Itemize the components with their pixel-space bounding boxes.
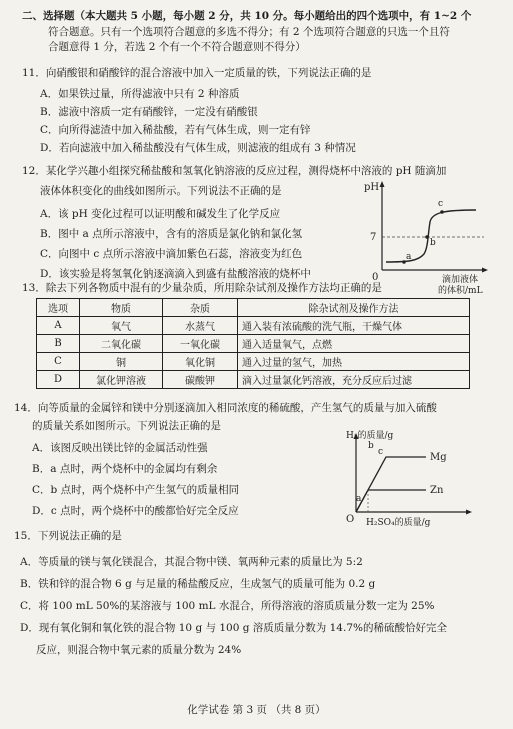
q14-option-b: B．a 点时，两个烧杯中的金属均有剩余 xyxy=(32,463,218,475)
q12-label-b: b xyxy=(430,238,436,248)
table-cell: 通入适量氧气，点燃 xyxy=(238,335,470,353)
q14-stem-line2: 的质量关系如图所示。下列说法正确的是 xyxy=(32,420,221,432)
table-cell: 碳酸钾 xyxy=(163,371,238,389)
q14-label-c: c xyxy=(378,447,384,457)
q12-ph-chart xyxy=(356,178,506,296)
table-cell: 水蒸气 xyxy=(163,317,238,335)
table-header: 杂质 xyxy=(163,299,238,317)
table-cell: 二氧化碳 xyxy=(80,335,163,353)
q11-stem: 11．向硝酸银和硝酸锌的混合溶液中加入一定质量的铁，下列说法正确的是 xyxy=(22,67,372,79)
q11-option-b: B．滤液中溶质一定有硝酸锌，一定没有硝酸银 xyxy=(40,106,258,118)
q14-x-label: H₂SO₄的质量/g xyxy=(366,518,431,528)
q12-stem-line1: 12．某化学兴趣小组探究稀盐酸和氢氧化钠溶液的反应过程，测得烧杯中溶液的 pH 随滴加 xyxy=(22,165,447,177)
q14-option-c: C．b 点时，两个烧杯中产生氢气的质量相同 xyxy=(32,484,240,496)
table-header: 物质 xyxy=(80,299,163,317)
section-instructions-line2: 符合题意。只有一个选项符合题意的多选不得分；有 2 个选项符合题意的只选一个且符 xyxy=(48,26,450,38)
q14-option-a: A．该图反映出镁比锌的金属活动性强 xyxy=(32,442,208,454)
q14-x-axis-arrow xyxy=(466,510,472,515)
q12-tick-7: 7 xyxy=(370,232,377,243)
table-cell: D xyxy=(37,371,80,389)
q12-point-b xyxy=(425,235,429,239)
q14-mg-line xyxy=(356,457,426,512)
q12-y-axis-arrow xyxy=(380,181,385,187)
q12-label-c: c xyxy=(438,199,444,209)
q14-label-b: b xyxy=(368,441,374,451)
q12-stem-line2: 液体体积变化的曲线如图所示。下列说法不正确的是 xyxy=(40,185,282,197)
q15-stem: 15．下列说法正确的是 xyxy=(14,530,122,542)
table-cell: 通入过量的氢气，加热 xyxy=(238,353,470,371)
q14-option-d: D．c 点时，两个烧杯中的酸都恰好完全反应 xyxy=(32,505,239,517)
q14-stem-line1: 14．向等质量的金属锌和镁中分别逐滴加入相同浓度的稀硫酸，产生氢气的质量与加入硫酸 xyxy=(14,402,437,414)
q14-y-label: H₂的质量/g xyxy=(346,431,394,441)
q13-table xyxy=(36,298,470,389)
table-cell: C xyxy=(37,353,80,371)
q14-label-a: a xyxy=(356,494,362,504)
q12-x-label-line2: 的体积/mL xyxy=(438,286,483,296)
q14-h2-chart xyxy=(340,428,480,528)
table-cell: 铜 xyxy=(80,353,163,371)
q12-option-c: C．向图中 c 点所示溶液中滴加紫色石蕊，溶液变为红色 xyxy=(40,248,303,260)
q11-option-d: D．若向滤液中加入稀盐酸没有气体生成，则滤液的组成有 3 种情况 xyxy=(40,142,356,154)
q12-option-d: D．该实验是将氢氧化钠逐滴滴入到盛有盐酸溶液的烧杯中 xyxy=(40,268,311,280)
table-cell: B xyxy=(37,335,80,353)
q15-option-c: C．将 100 mL 50%的某溶液与 100 mL 水混合，所得溶液的溶质质量分数一定为 25% xyxy=(20,600,435,612)
q12-x-axis-arrow xyxy=(482,268,488,273)
q12-x-label-line1: 滴加液体 xyxy=(442,275,479,285)
table-row xyxy=(37,317,470,335)
table-header: 除杂试剂及操作方法 xyxy=(238,299,470,317)
table-cell: 通入装有浓硫酸的洗气瓶，干燥气体 xyxy=(238,317,470,335)
q12-option-a: A．该 pH 变化过程可以证明酸和碱发生了化学反应 xyxy=(40,208,281,220)
q14-zn-line xyxy=(356,490,426,512)
table-cell: A xyxy=(37,317,80,335)
q15-option-d-continued: 反应，则混合物中氧元素的质量分数为 24% xyxy=(36,644,242,656)
section-heading: 二、选择题（本大题共 5 小题，每小题 2 分，共 10 分。每小题给出的四个选项中，有 1~2 个 xyxy=(22,10,472,22)
q12-origin: 0 xyxy=(372,272,379,283)
table-row xyxy=(37,371,470,389)
q12-option-b: B．图中 a 点所示溶液中，含有的溶质是氯化钠和氯化氢 xyxy=(40,228,303,240)
table-cell: 氧气 xyxy=(80,317,163,335)
table-header: 选项 xyxy=(37,299,80,317)
q12-y-label: pH xyxy=(364,182,380,193)
table-cell: 氧化铜 xyxy=(163,353,238,371)
table-cell: 一氧化碳 xyxy=(163,335,238,353)
q13-stem: 13．除去下列各物质中混有的少量杂质，所用除杂试剂及操作方法均正确的是 xyxy=(22,282,382,294)
q12-point-c xyxy=(440,210,444,214)
section-instructions-line3: 合题意得 1 分，若选 2 个有一个不符合题意则不得分） xyxy=(48,41,306,53)
table-header-row xyxy=(37,299,470,317)
q15-option-a: A．等质量的镁与氧化镁混合，其混合物中镁、氧两种元素的质量比为 5:2 xyxy=(20,556,363,568)
q14-origin: O xyxy=(346,514,355,525)
q15-option-b: B．铁和锌的混合物 6 g 与足量的稀盐酸反应，生成氢气的质量可能为 0.2 g xyxy=(20,578,376,590)
table-cell: 滴入过量氯化钙溶液，充分反应后过滤 xyxy=(238,371,470,389)
q12-ph-curve xyxy=(386,210,476,262)
q11-option-c: C．向所得滤渣中加入稀盐酸，若有气体生成，则一定有锌 xyxy=(40,124,311,136)
table-row xyxy=(37,353,470,371)
q11-option-a: A．如果铁过量，所得滤液中只有 2 种溶质 xyxy=(40,88,240,100)
q14-series-mg: Mg xyxy=(430,452,447,463)
q12-label-a: a xyxy=(406,252,412,262)
page-footer: 化学试卷 第 3 页 （共 8 页） xyxy=(187,704,326,716)
q14-series-zn: Zn xyxy=(430,485,444,496)
table-row xyxy=(37,335,470,353)
q15-option-d: D．现有氧化铜和氧化铁的混合物 10 g 与 100 g 溶质质量分数为 14.7%的稀硫酸恰好完全 xyxy=(20,622,447,634)
table-cell: 氯化钾溶液 xyxy=(80,371,163,389)
